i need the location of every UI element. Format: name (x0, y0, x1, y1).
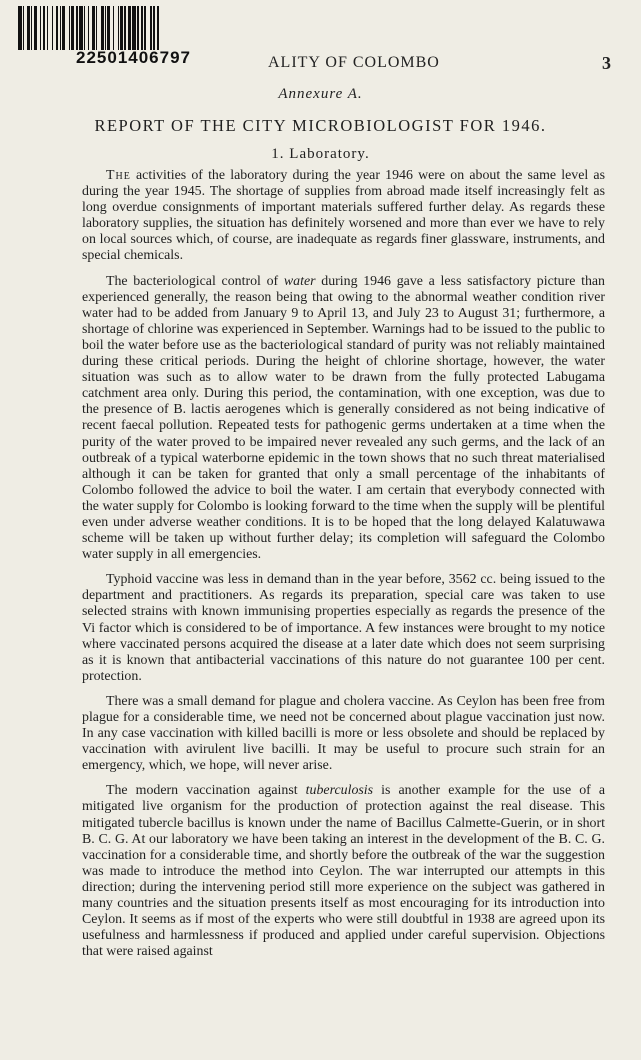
paragraph-text: The modern vaccination against (106, 783, 306, 799)
paragraph-water-control (82, 274, 605, 564)
report-title: REPORT OF THE CITY MICROBIOLOGIST FOR 1946. (94, 116, 547, 135)
italic-term: tuberculosis (305, 783, 374, 799)
section-heading: 1. Laboratory. (271, 146, 370, 162)
report-body (82, 168, 605, 969)
barcode-number: 22501406797 (76, 48, 192, 67)
paragraph-lead-word: The (106, 168, 131, 183)
italic-term: water (283, 273, 316, 289)
running-head: ALITY OF COLOMBO (268, 54, 440, 71)
annexure-label: Annexure A. (278, 86, 363, 102)
paragraph-tuberculosis (82, 783, 605, 960)
paragraph-text: The bacteriological control of (106, 273, 284, 289)
page-number: 3 (602, 53, 611, 73)
paragraph-supplies (82, 168, 605, 265)
barcode-bar (159, 6, 160, 50)
paragraph-typhoid-vaccine: Typhoid vaccine was less in demand than in the year before, 3562 cc. being issued to the department and practitioners. As regards its preparation, special care was taken to use selected strains with known immunising properties especially as regards the presence of the Vi factor which is considered to be of importance. A few instances were brought to my notice where vaccinated persons acquired the disease at a later date which does not seem surprising as it is known that antibacterial vaccinations of this nature do not guarantee 100 per cent. protection. (82, 572, 605, 684)
paragraph-text: activities of the laboratory during the year 1946 were on about the same level as during the year 1945. The shortage of supplies from abroad made itself increasingly felt as long overdue consignments of important materials suffered further delay. As regards these laboratory supplies, the situation has definitely worsened and more than ever we have to rely on local sources which, of course, are inadequate as regards finer glassware, instruments, and special chemicals. (82, 168, 605, 264)
barcode (18, 6, 246, 50)
paragraph-text: during 1946 gave a less satisfactory picture than experienced generally, the reason being that owing to the abnormal weather condition river water had to be added from January 9 to April 13, and July 23 to August 31; furthermore, a shortage of chlorine was experienced in September. Warnings had to be issued to the public to boil the water before use as the bacteriological standard of purity was not reliably maintained during these critical periods. During the height of chlorine shortage, however, the water situation was such as to allow water to be drawn from the fully protected Labugama catchment area only. During this period, the contamination, with one exception, was due to the presence of B. lactis aerogenes which is generally considered as not being indicative of recent faecal pollution. Repeated tests for pathogenic germs undertaken at a time when the purity of the water proved to be impaired never revealed any such germs, and the lack of an outbreak of a typical waterborne epidemic in the town shows that no such threat materialised although it can be taken for granted that only a small percentage of the inhabitants of Colombo followed the advice to boil the water. I am certain that everybody connected with the water supply for Colombo is looking forward to the time when the supply will be plentiful even under adverse weather conditions. It is to be hoped that the long delayed Kalatuwawa scheme will be taken up without further delay; its completion will safeguard the Colombo water supply in all emergencies. (82, 273, 605, 563)
paragraph-plague-cholera: There was a small demand for plague and cholera vaccine. As Ceylon has been free from plague for a considerable time, we need not be concerned about plague vaccination just now. In any case vaccination with killed bacilli is more or less obsolete and should be replaced by vaccination with avirulent live bacilli. It may be useful to procure such strain for an emergency, which, we hope, will never arise. (82, 693, 605, 774)
paragraph-text: is another example for the use of a mitigated live organism for the production of protection against the real disease. This mitigated tubercle bacillus is known under the name of Bacillus Calmette-Guerin, or in short B. C. G. At our laboratory we have been taking an interest in the development of the B. C. G. vaccination for a considerable time, and shortly before the outbreak of the war the suggestion was made to introduce the method into Ceylon. The war interrupted our attempts in this direction; during the intervening period still more experience on the subject was gathered in many countries and the situation presents itself as most encouraging for its introduction into Ceylon. It seems as if most of the experts who were still doubtful in 1938 are agreed upon its usefulness and harmlessness if produced and applied under careful supervision. Objections that were raised against (82, 783, 605, 960)
